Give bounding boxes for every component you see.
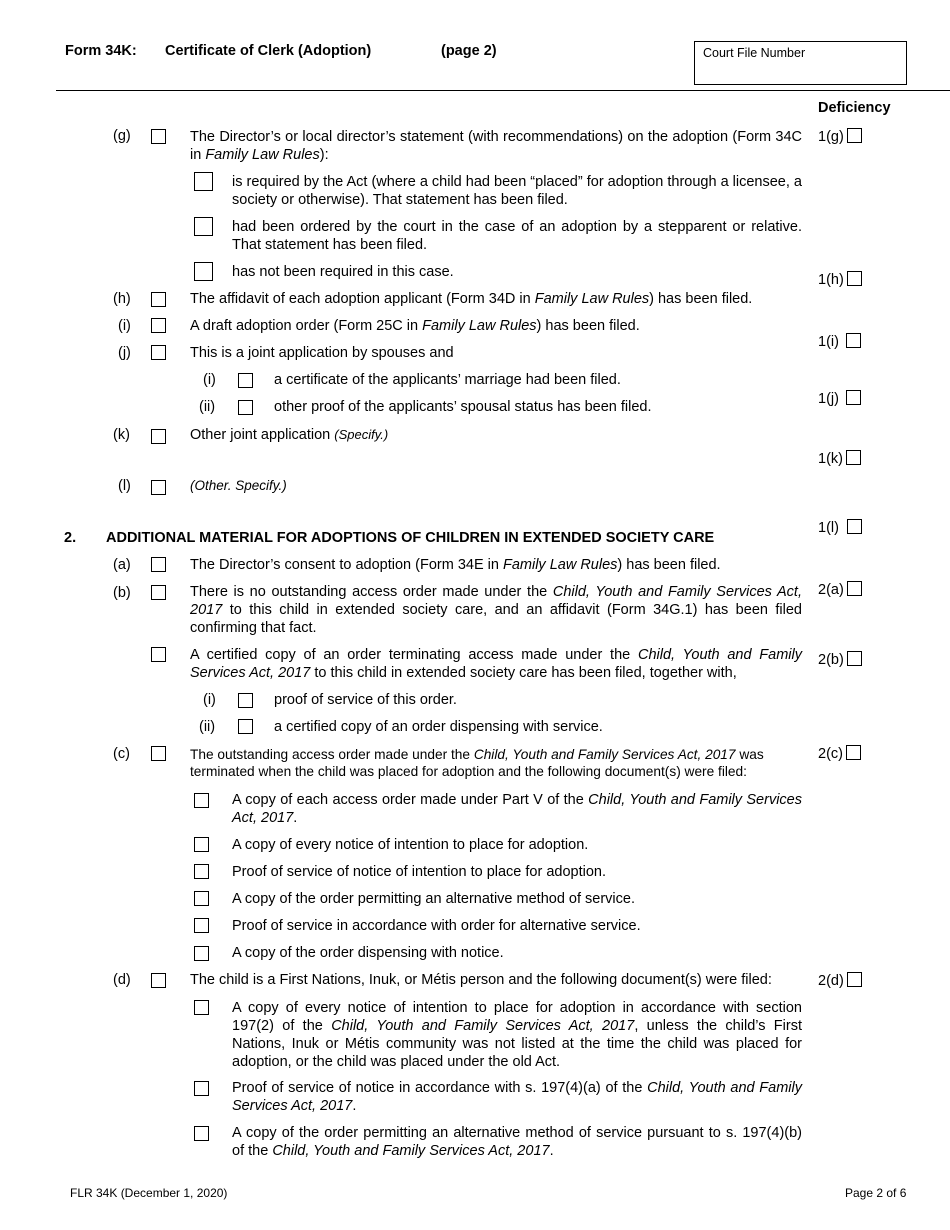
item-2c-label: (c): [113, 746, 130, 762]
deficiency-1k: 1(k): [818, 450, 861, 467]
section-2-title: ADDITIONAL MATERIAL FOR ADOPTIONS OF CHILDREN IN EXTENDED SOCIETY CARE: [106, 530, 715, 546]
deficiency-2b-checkbox[interactable]: [847, 651, 862, 666]
item-2b-text: There is no outstanding access order made under the Child, Youth and Family Services Act, 2017 to this child in extended society care, and an affidavit (Form 34G.1) has been filed confirming that fact.: [190, 584, 802, 636]
deficiency-2a: 2(a): [818, 581, 862, 598]
item-2c-doc2-checkbox[interactable]: [194, 837, 209, 852]
item-g-sub3-checkbox[interactable]: [194, 262, 213, 281]
deficiency-1g: 1(g): [818, 128, 862, 145]
footer-form-version: FLR 34K (December 1, 2020): [70, 1186, 228, 1200]
item-j-text: This is a joint application by spouses and: [190, 345, 454, 361]
item-j-sub-ii-label: (ii): [199, 399, 216, 415]
item-h-label: (h): [113, 291, 131, 307]
item-2c-doc5-text: Proof of service in accordance with order for alternative service.: [232, 918, 641, 934]
item-2d-text: The child is a First Nations, Inuk, or Métis person and the following document(s) were filed:: [190, 972, 772, 988]
item-2a-label: (a): [113, 557, 131, 573]
court-file-number-label: Court File Number: [703, 46, 806, 60]
item-j-label: (j): [118, 345, 131, 361]
deficiency-1j-checkbox[interactable]: [846, 390, 861, 405]
deficiency-1i-checkbox[interactable]: [846, 333, 861, 348]
item-k-label: (k): [113, 427, 130, 443]
deficiency-1h: 1(h): [818, 271, 862, 288]
page-label: (page 2): [441, 43, 497, 59]
item-j-checkbox[interactable]: [151, 345, 166, 360]
item-2c-checkbox[interactable]: [151, 746, 166, 761]
item-k-text: Other joint application (Specify.): [190, 427, 389, 443]
item-j-sub-ii-checkbox[interactable]: [238, 400, 253, 415]
item-2b-sub-ii-label: (ii): [199, 719, 216, 735]
item-2b-sub-ii-checkbox[interactable]: [238, 719, 253, 734]
deficiency-2b: 2(b): [818, 651, 862, 668]
item-2c-doc1-checkbox[interactable]: [194, 793, 209, 808]
item-2c-doc6-text: A copy of the order dispensing with notice.: [232, 945, 504, 961]
item-g-label: (g): [113, 128, 131, 144]
deficiency-2d-checkbox[interactable]: [847, 972, 862, 987]
form-title: Certificate of Clerk (Adoption): [165, 43, 372, 59]
item-2c-doc4-text: A copy of the order permitting an alternative method of service.: [232, 891, 635, 907]
deficiency-1j: 1(j): [818, 390, 861, 407]
item-g-sub1-text: is required by the Act (where a child had been “placed” for adoption through a licensee, a society or otherwise). That statement has been filed.: [232, 174, 802, 208]
item-2c-doc4-checkbox[interactable]: [194, 891, 209, 906]
item-2c-doc3-checkbox[interactable]: [194, 864, 209, 879]
item-l-label: (l): [118, 478, 131, 494]
item-2c-text: The outstanding access order made under the Child, Youth and Family Services Act, 2017 was terminated when the child was placed for adoption and the following document(s) were filed:: [190, 747, 764, 779]
deficiency-1h-checkbox[interactable]: [847, 271, 862, 286]
item-j-sub-i-label: (i): [203, 372, 216, 388]
item-j-sub-i-checkbox[interactable]: [238, 373, 253, 388]
item-i-text: A draft adoption order (Form 25C in Family Law Rules) has been filed.: [190, 318, 640, 334]
item-2c-doc3-text: Proof of service of notice of intention to place for adoption.: [232, 864, 607, 880]
deficiency-1k-checkbox[interactable]: [846, 450, 861, 465]
court-file-number-box[interactable]: [694, 41, 907, 85]
item-j-sub-i-text: a certificate of the applicants’ marriage had been filed.: [274, 372, 621, 388]
item-2b-checkbox[interactable]: [151, 585, 166, 600]
item-l-checkbox[interactable]: [151, 480, 166, 495]
item-2d-doc3-checkbox[interactable]: [194, 1126, 209, 1141]
item-2b-sub-ii-text: a certified copy of an order dispensing with service.: [274, 719, 603, 735]
item-h-text: The affidavit of each adoption applicant (Form 34D in Family Law Rules) has been filed.: [190, 291, 753, 307]
item-l-text: (Other. Specify.): [190, 478, 287, 493]
item-g-sub3-text: has not been required in this case.: [232, 264, 454, 280]
item-2c-doc1-text: A copy of each access order made under Part V of the Child, Youth and Family Services Act, 2017.: [232, 792, 802, 826]
item-k-checkbox[interactable]: [151, 429, 166, 444]
item-2d-doc3-text: A copy of the order permitting an alternative method of service pursuant to s. 197(4)(b) of the Child, Youth and Family Services Act, 2017.: [232, 1125, 802, 1159]
deficiency-1l: 1(l): [818, 519, 862, 536]
footer-page-number: Page 2 of 6: [845, 1186, 907, 1200]
item-i-label: (i): [118, 318, 131, 334]
item-2b-sub-i-label: (i): [203, 692, 216, 708]
item-2a-checkbox[interactable]: [151, 557, 166, 572]
form-number: Form 34K:: [65, 43, 137, 59]
deficiency-2c: 2(c): [818, 745, 861, 762]
deficiency-1g-checkbox[interactable]: [847, 128, 862, 143]
item-2d-checkbox[interactable]: [151, 973, 166, 988]
item-g-sub2-text: had been ordered by the court in the case of an adoption by a stepparent or relative. That statement has been filed.: [232, 219, 802, 253]
item-2d-label: (d): [113, 972, 131, 988]
item-2c-doc2-text: A copy of every notice of intention to place for adoption.: [232, 837, 589, 853]
item-2b-alt-text: A certified copy of an order terminating access made under the Child, Youth and Family Services Act, 2017 to this child in extended society care has been filed, together with,: [190, 647, 803, 681]
item-2b-alt-checkbox[interactable]: [151, 647, 166, 662]
deficiency-1i: 1(i): [818, 333, 861, 350]
section-2-number: 2.: [64, 530, 77, 546]
item-g-checkbox[interactable]: [151, 129, 166, 144]
deficiency-1l-checkbox[interactable]: [847, 519, 862, 534]
item-j-sub-ii-text: other proof of the applicants’ spousal status has been filed.: [274, 399, 652, 415]
deficiency-2d: 2(d): [818, 972, 862, 989]
item-2d-doc2-text: Proof of service of notice in accordance with s. 197(4)(a) of the Child, Youth and Family Services Act, 2017.: [232, 1080, 802, 1114]
item-g-text: The Director’s or local director’s statement (with recommendations) on the adoption (Form 34C in Family Law Rules):: [190, 129, 802, 163]
header-divider: [56, 90, 950, 91]
item-2c-doc5-checkbox[interactable]: [194, 918, 209, 933]
item-2b-sub-i-checkbox[interactable]: [238, 693, 253, 708]
item-g-sub2-checkbox[interactable]: [194, 217, 213, 236]
item-2b-sub-i-text: proof of service of this order.: [274, 692, 457, 708]
deficiency-2c-checkbox[interactable]: [846, 745, 861, 760]
deficiency-heading: Deficiency: [818, 100, 891, 116]
item-2a-text: The Director’s consent to adoption (Form 34E in Family Law Rules) has been filed.: [190, 557, 721, 573]
item-i-checkbox[interactable]: [151, 318, 166, 333]
item-2d-doc1-text: A copy of every notice of intention to place for adoption in accordance with section 197(2) of the Child, Youth and Family Services Act, 2017, unless the child’s First Nations, Inuk or Métis community was not listed at the time the child was placed for adoption, or the child was placed under the old Act.: [232, 1000, 802, 1070]
deficiency-2a-checkbox[interactable]: [847, 581, 862, 596]
item-2b-label: (b): [113, 585, 131, 601]
item-2d-doc1-checkbox[interactable]: [194, 1000, 209, 1015]
item-g-sub1-checkbox[interactable]: [194, 172, 213, 191]
item-h-checkbox[interactable]: [151, 292, 166, 307]
item-2c-doc6-checkbox[interactable]: [194, 946, 209, 961]
item-2d-doc2-checkbox[interactable]: [194, 1081, 209, 1096]
